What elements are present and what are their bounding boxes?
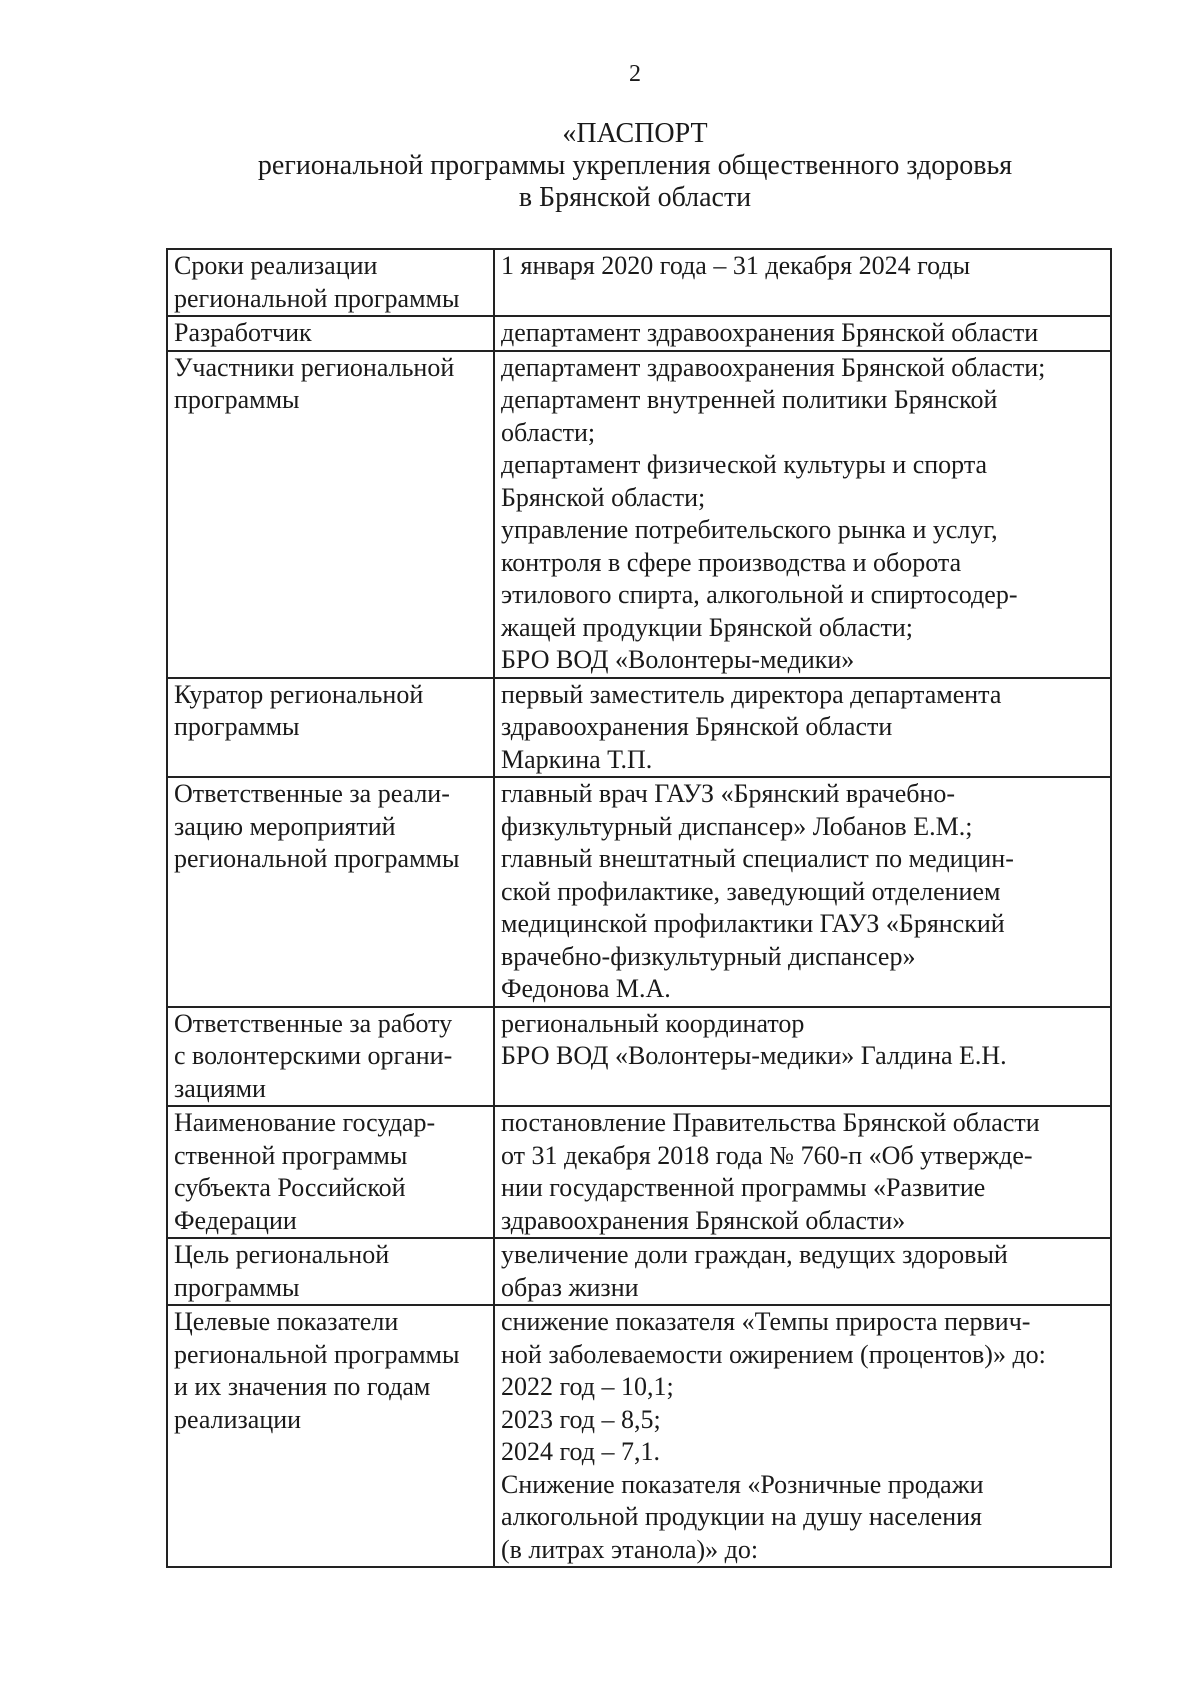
row-value: постановление Правительства Брянской области от 31 декабря 2018 года № 760-п «Об утвержде- нии государственной программы «Развитие здравоохранения Брянской области» [494,1106,1111,1238]
row-label: Целевые показатели региональной программы и их значения по годам реализации [167,1305,494,1567]
row-value: первый заместитель директора департамента здравоохранения Брянской области Маркина Т.П. [494,678,1111,778]
title-line-2: региональной программы укрепления общественного здоровья [257,150,1013,181]
table-row-participants [167,351,1111,678]
document-title [0,118,1200,214]
row-value: увеличение доли граждан, ведущих здоровый образ жизни [494,1238,1111,1305]
table-row-state-program [167,1106,1111,1238]
table-row-implementation-period [167,249,1111,316]
row-label: Участники региональной программы [167,351,494,678]
row-label: Разработчик [167,316,494,351]
row-label: Ответственные за реали- зацию мероприятий региональной программы [167,777,494,1007]
title-line-1: «ПАСПОРТ [562,118,708,149]
row-value: департамент здравоохранения Брянской области [494,316,1111,351]
row-value: снижение показателя «Темпы прироста первич- ной заболеваемости ожирением (процентов)» до: 2022 год – 10,1; 2023 год – 8,5; 2024 год – 7,1. Снижение показателя «Розничные продажи алкогольной продукции на душу населения (в литрах этанола)» до: [494,1305,1111,1567]
row-label: Цель региональной программы [167,1238,494,1305]
row-label: Наименование государ- ственной программы субъекта Российской Федерации [167,1106,494,1238]
row-value: департамент здравоохранения Брянской области; департамент внутренней политики Брянской области; департамент физической культуры и спорта Брянской области; управление потребительского рынка и услуг, контроля в сфере производства и оборота этилового спирта, алкогольной и спиртосодер- жащей продукции Брянской области; БРО ВОД «Волонтеры-медики» [494,351,1111,678]
page-number: 2 [629,61,641,87]
passport-table [166,248,1112,1568]
table-row-responsible-volunteers [167,1007,1111,1107]
row-value: главный врач ГАУЗ «Брянский врачебно- физкультурный диспансер» Лобанов Е.М.; главный внештатный специалист по медицин- ской профилактике, заведующий отделением медицинской профилактики ГАУЗ «Брянский врачебно-физкультурный диспансер» Федонова М.А. [494,777,1111,1007]
row-label: Ответственные за работу с волонтерскими органи- зациями [167,1007,494,1107]
table-row-target-indicators [167,1305,1111,1567]
table-row-curator [167,678,1111,778]
row-label: Сроки реализации региональной программы [167,249,494,316]
table-row-responsible-implementation [167,777,1111,1007]
row-label: Куратор региональной программы [167,678,494,778]
table-row-developer [167,316,1111,351]
table-row-program-goal [167,1238,1111,1305]
title-line-3: в Брянской области [518,182,752,213]
row-value: 1 января 2020 года – 31 декабря 2024 годы [494,249,1111,316]
row-value: региональный координатор БРО ВОД «Волонтеры-медики» Галдина Е.Н. [494,1007,1111,1107]
